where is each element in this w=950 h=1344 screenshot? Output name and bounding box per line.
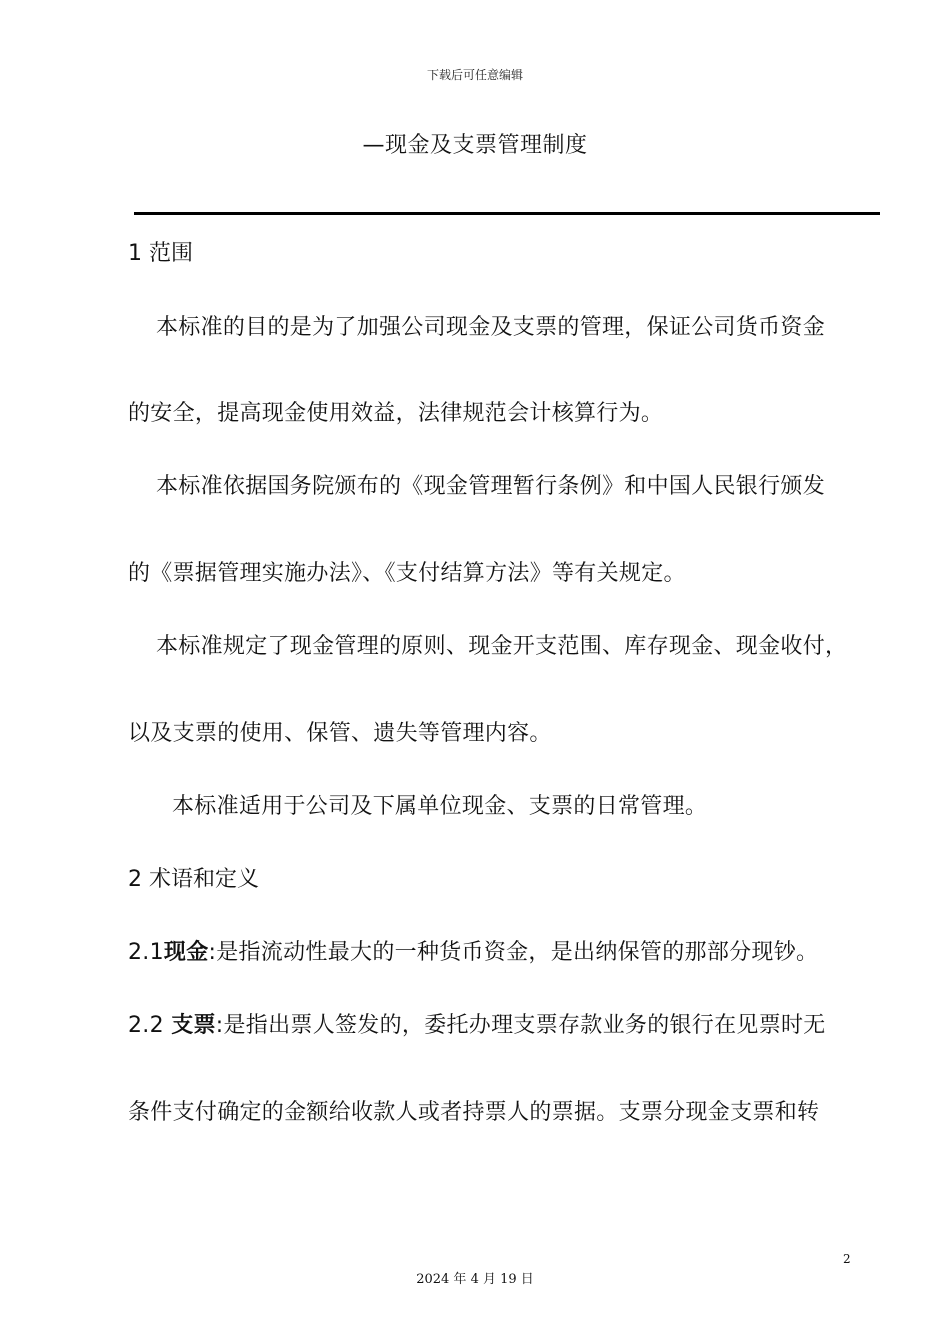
definition-number: 2.1: [128, 940, 164, 965]
section-heading-terms: 2 术语和定义: [128, 867, 259, 892]
definition-number: 2.2: [128, 1013, 172, 1038]
paragraph-line: 以及支票的使用、保管、遗失等管理内容。: [128, 721, 552, 746]
definition-check: [128, 1008, 826, 1039]
definition-cash: [128, 935, 818, 966]
paragraph-line: 的安全，提高现金使用效益，法律规范会计核算行为。: [128, 401, 664, 426]
definition-term: 现金: [163, 940, 209, 965]
paragraph-line: 本标准依据国务院颁布的《现金管理暂行条例》和中国人民银行颁发: [156, 474, 826, 499]
footer-date: 2024 年 4 月 19 日: [416, 1272, 534, 1287]
paragraph-line: 本标准适用于公司及下属单位现金、支票的日常管理。: [172, 794, 708, 819]
paragraph-line: 的《票据管理实施办法》、《支付结算方法》等有关规定。: [128, 561, 686, 586]
definition-text: :是指流动性最大的一种货币资金，是出纳保管的那部分现钞。: [208, 940, 819, 965]
section-heading-scope: 1 范围: [128, 241, 193, 266]
paragraph-line: 本标准的目的是为了加强公司现金及支票的管理，保证公司货币资金: [156, 315, 826, 340]
title-divider: [134, 212, 880, 215]
page-number: 2: [843, 1252, 851, 1266]
definition-term: 支票: [171, 1013, 216, 1038]
document-title: —现金及支票管理制度: [362, 133, 588, 158]
definition-continuation: 条件支付确定的金额给收款人或者持票人的票据。支票分现金支票和转: [128, 1100, 820, 1125]
paragraph-line: 本标准规定了现金管理的原则、现金开支范围、库存现金、现金收付，: [156, 634, 848, 659]
definition-text: :是指出票人签发的，委托办理支票存款业务的银行在见票时无: [215, 1013, 826, 1038]
header-note: 下载后可任意编辑: [426, 68, 523, 82]
